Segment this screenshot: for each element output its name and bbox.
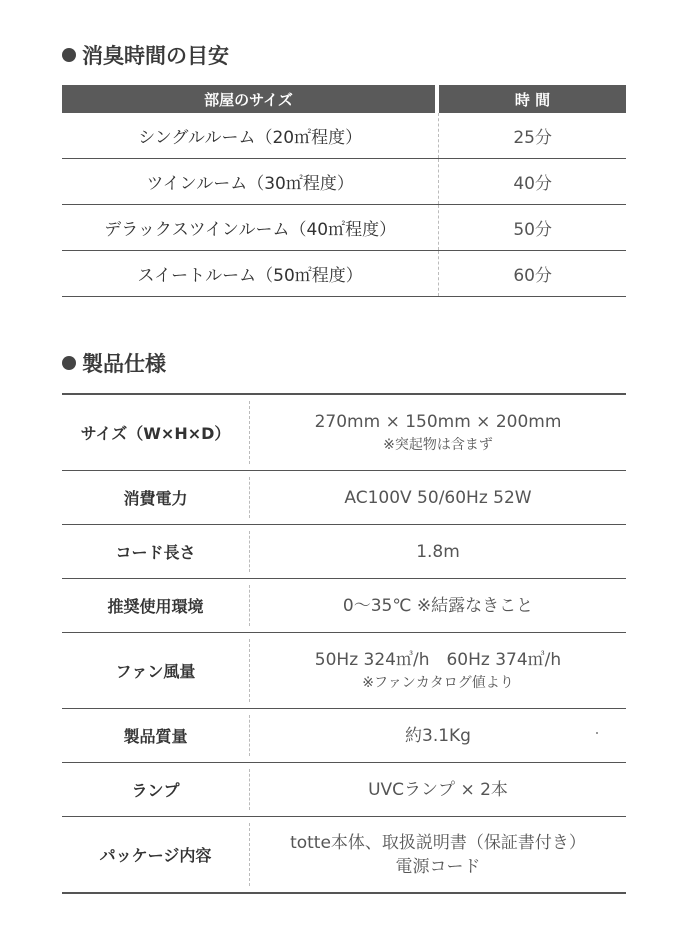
- spec-value-text: 約3.1Kg: [405, 725, 471, 746]
- spec-title-text: 製品仕様: [82, 352, 166, 376]
- room-size-cell: デラックスツインルーム（40㎡程度）: [62, 205, 439, 250]
- spec-label: 消費電力: [62, 477, 250, 518]
- spec-row-package: [62, 817, 626, 894]
- bullet-icon: [62, 356, 76, 370]
- spec-label: 製品質量: [62, 715, 250, 756]
- spec-value-text: AC100V 50/60Hz 52W: [344, 487, 532, 508]
- stray-dot: [596, 732, 598, 734]
- deodorize-section-title: [62, 40, 229, 70]
- table-row: [62, 159, 626, 205]
- time-cell: 25分: [513, 128, 552, 148]
- spec-value-text: 0〜35℃ ※結露なきこと: [342, 595, 534, 616]
- time-cell: 40分: [513, 174, 552, 194]
- spec-label: サイズ（W×H×D）: [62, 401, 250, 464]
- spec-value-text: 1.8m: [416, 541, 460, 562]
- spec-label: パッケージ内容: [62, 823, 250, 886]
- table-row: [62, 251, 626, 297]
- table-row: [62, 205, 626, 251]
- bullet-icon: [62, 48, 76, 62]
- room-size-cell: ツインルーム（30㎡程度）: [62, 159, 439, 204]
- deodorize-time-table: [62, 85, 626, 297]
- spec-value: [250, 709, 626, 762]
- spec-value: [250, 579, 626, 632]
- spec-value: [250, 633, 626, 708]
- spec-row-power: [62, 471, 626, 525]
- spec-value: [250, 817, 626, 892]
- spec-table: [62, 393, 626, 894]
- spec-value-text: totte本体、取扱説明書（保証書付き）: [290, 832, 586, 853]
- spec-value: [250, 471, 626, 524]
- spec-value: [250, 763, 626, 816]
- spec-label: 推奨使用環境: [62, 585, 250, 626]
- spec-value: [250, 525, 626, 578]
- spec-note: ※ファンカタログ値より: [362, 674, 514, 691]
- table-header: [62, 85, 626, 113]
- spec-row-cord: [62, 525, 626, 579]
- spec-value-text: 270mm × 150mm × 200mm: [314, 411, 562, 432]
- header-time: 時 間: [439, 85, 626, 113]
- time-cell: 60分: [513, 266, 552, 286]
- table-row: [62, 113, 626, 159]
- spec-row-lamp: [62, 763, 626, 817]
- spec-section-title: [62, 348, 166, 378]
- room-size-cell: シングルルーム（20㎡程度）: [62, 113, 439, 158]
- spec-row-environment: [62, 579, 626, 633]
- spec-row-weight: [62, 709, 626, 763]
- spec-label: ファン風量: [62, 639, 250, 702]
- spec-value-text-line2: 電源コード: [395, 856, 481, 877]
- spec-value-text: UVCランプ × 2本: [368, 779, 508, 800]
- spec-label: ランプ: [62, 769, 250, 810]
- header-room-size: 部屋のサイズ: [62, 85, 435, 113]
- deodorize-title-text: 消臭時間の目安: [82, 44, 229, 68]
- spec-note: ※突起物は含まず: [383, 436, 493, 453]
- spec-row-size: [62, 395, 626, 471]
- room-size-cell: スイートルーム（50㎡程度）: [62, 251, 439, 296]
- spec-value-text: 50Hz 324㎥/h 60Hz 374㎥/h: [314, 649, 562, 670]
- spec-row-airflow: [62, 633, 626, 709]
- spec-value: [250, 395, 626, 470]
- time-cell: 50分: [513, 220, 552, 240]
- spec-label: コード長さ: [62, 531, 250, 572]
